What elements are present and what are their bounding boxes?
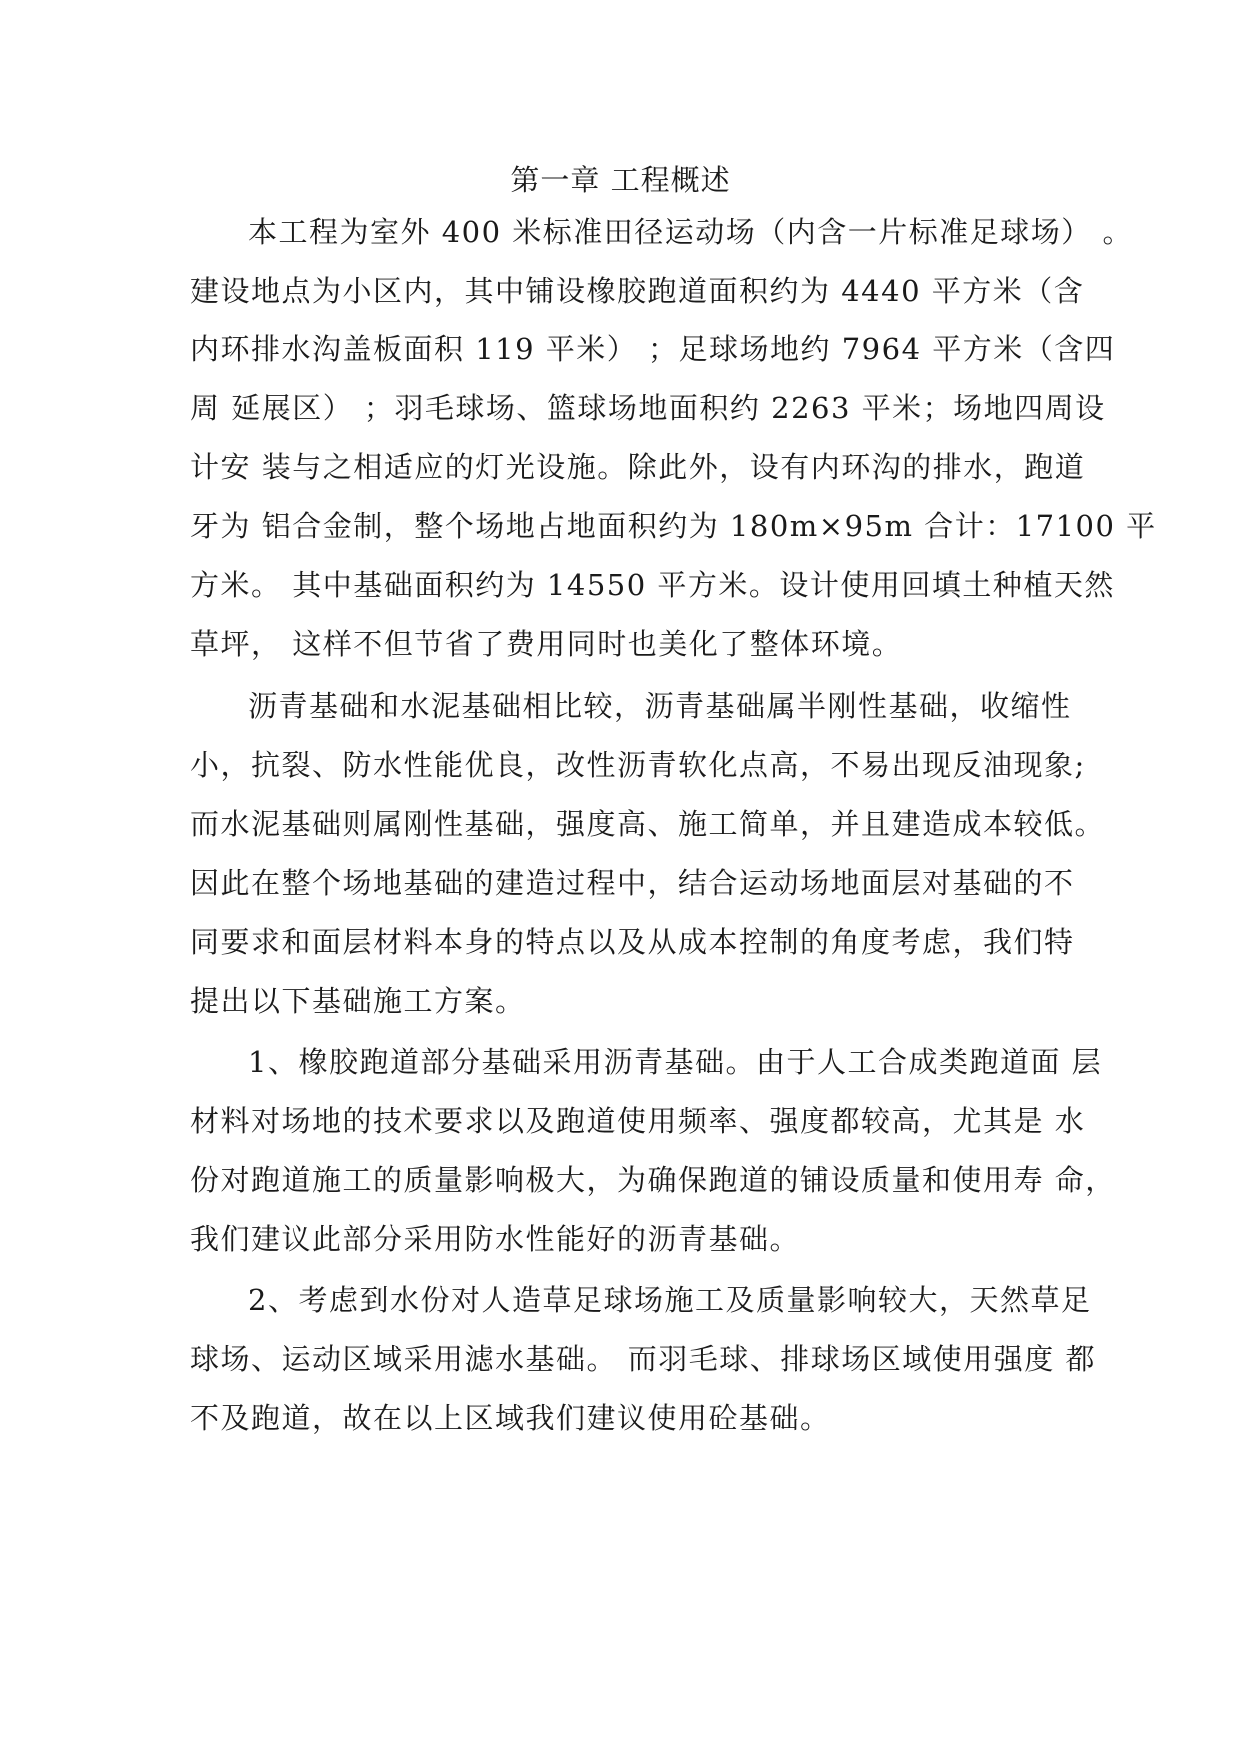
paragraph-4-line-2: 球场、运动区域采用滤水基础。 而羽毛球、排球场区域使用强度 都 <box>190 1342 1096 1376</box>
paragraph-1-line-6: 牙为 铝合金制，整个场地占地面积约为 180m×95m 合计：17100 平 <box>190 509 1157 543</box>
paragraph-1-line-4: 周 延展区） ；羽毛球场、篮球场地面积约 2263 平米；场地四周设 <box>190 391 1106 425</box>
paragraph-4-line-3: 不及跑道，故在以上区域我们建议使用砼基础。 <box>190 1401 831 1435</box>
paragraph-2-line-5: 同要求和面层材料本身的特点以及从成本控制的角度考虑，我们特 <box>190 925 1075 959</box>
paragraph-1-line-2: 建设地点为小区内，其中铺设橡胶跑道面积约为 4440 平方米（含 <box>190 274 1085 308</box>
paragraph-2-line-4: 因此在整个场地基础的建造过程中，结合运动场地面层对基础的不 <box>190 866 1075 900</box>
paragraph-3-line-2: 材料对场地的技术要求以及跑道使用频率、强度都较高，尤其是 水 <box>190 1104 1086 1138</box>
paragraph-3-line-3: 份对跑道施工的质量影响极大，为确保跑道的铺设质量和使用寿 命， <box>190 1163 1116 1197</box>
paragraph-1-line-1: 本工程为室外 400 米标准田径运动场（内含一片标准足球场） 。 <box>248 215 1134 249</box>
paragraph-2-line-2: 小，抗裂、防水性能优良，改性沥青软化点高，不易出现反油现象; <box>190 748 1086 782</box>
paragraph-1-line-7: 方米。 其中基础面积约为 14550 平方米。设计使用回填土种植天然 <box>190 568 1115 602</box>
paragraph-1-line-5: 计安 装与之相适应的灯光设施。除此外，设有内环沟的排水，跑道 <box>190 450 1086 484</box>
paragraph-4-line-1: 2、考虑到水份对人造草足球场施工及质量影响较大，天然草足 <box>248 1283 1092 1317</box>
paragraph-2-line-6: 提出以下基础施工方案。 <box>190 984 526 1018</box>
paragraph-2-line-1: 沥青基础和水泥基础相比较，沥青基础属半刚性基础，收缩性 <box>248 689 1072 723</box>
paragraph-2-line-3: 而水泥基础则属刚性基础，强度高、施工简单，并且建造成本较低。 <box>190 807 1106 841</box>
paragraph-1-line-8: 草坪， 这样不但节省了费用同时也美化了整体环境。 <box>190 627 903 661</box>
paragraph-3-line-1: 1、橡胶跑道部分基础采用沥青基础。由于人工合成类跑道面 层 <box>248 1045 1103 1079</box>
paragraph-1-line-3: 内环排水沟盖板面积 119 平米） ；足球场地约 7964 平方米（含四 <box>190 332 1116 366</box>
paragraph-3-line-4: 我们建议此部分采用防水性能好的沥青基础。 <box>190 1222 801 1256</box>
chapter-title: 第一章 工程概述 <box>510 163 731 197</box>
